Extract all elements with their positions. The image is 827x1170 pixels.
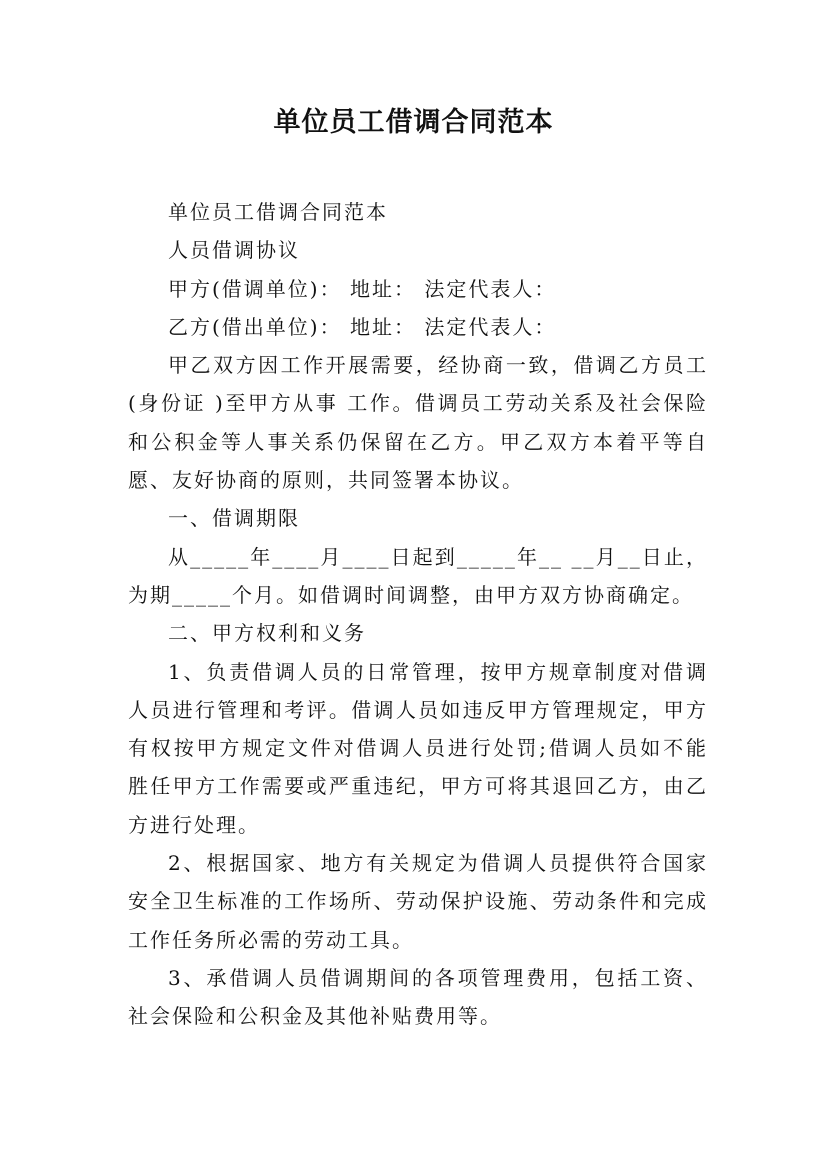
paragraph-agreement-name: 人员借调协议: [168, 238, 300, 263]
document-title: 单位员工借调合同范本: [273, 107, 554, 138]
section-heading-term: 一、借调期限: [168, 506, 300, 531]
paragraph-item-1: 1、负责借调人员的日常管理，按甲方规章制度对借调人员进行管理和考评。借调人员如违反甲方管理规定，甲方有权按甲方规定文件对借调人员进行处罚;借调人员如不能胜任甲方工作需要或严重违纪，甲方可将其退回乙方，由乙方进行处理。: [128, 659, 708, 837]
paragraph-subtitle: 单位员工借调合同范本: [168, 200, 388, 224]
document-body: [128, 193, 708, 1036]
section-heading-party-a-rights: 二、甲方权利和义务: [168, 621, 366, 646]
paragraph-party-b: 乙方(借出单位)： 地址： 法定代表人：: [168, 314, 557, 339]
paragraph-preamble: 甲乙双方因工作开展需要，经协商一致，借调乙方员工 (身份证 )至甲方从事 工作。借调员工劳动关系及社会保险和公积金等人事关系仍保留在乙方。甲乙双方本着平等自愿、友好协商的原则，共同签署本协议。: [128, 353, 708, 493]
paragraph-item-2: 2、根据国家、地方有关规定为借调人员提供符合国家安全卫生标准的工作场所、劳动保护设施、劳动条件和完成工作任务所必需的劳动工具。: [128, 851, 708, 952]
paragraph-term: 从_____年____月____日起到_____年__ __月__日止，为期_____个月。如借调时间调整，由甲方双方协商确定。: [128, 544, 708, 607]
paragraph-item-3: 3、承借调人员借调期间的各项管理费用，包括工资、社会保险和公积金及其他补贴费用等。: [128, 965, 708, 1029]
paragraph-party-a: 甲方(借调单位)： 地址： 法定代表人：: [168, 276, 557, 301]
